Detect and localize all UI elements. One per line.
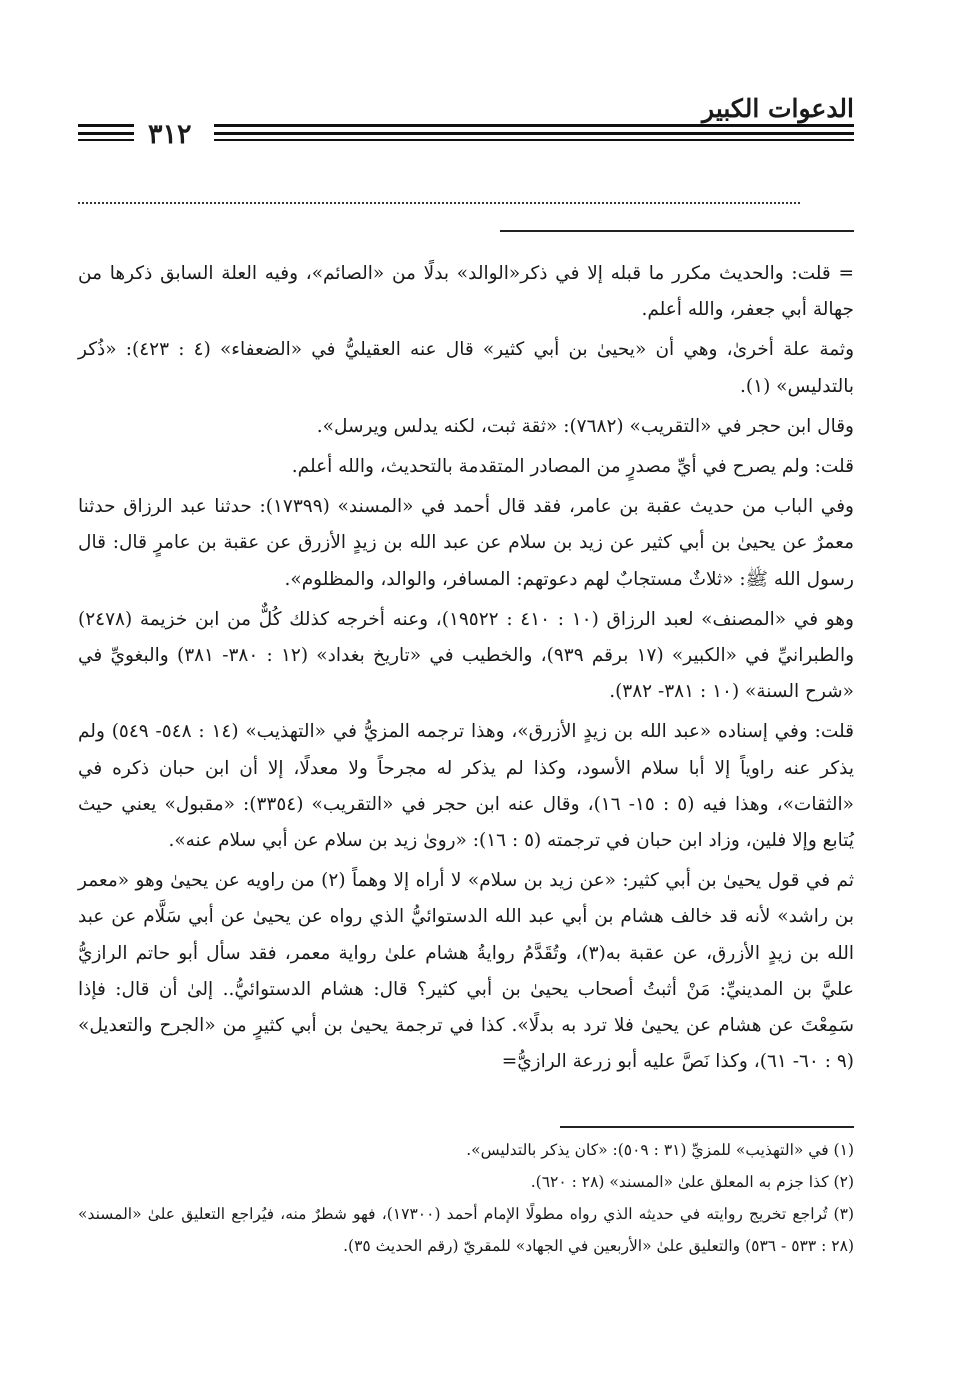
main-text bbox=[78, 256, 854, 1084]
footnote-rule bbox=[560, 1126, 854, 1128]
dotted-separator bbox=[78, 202, 800, 204]
page-header bbox=[78, 92, 854, 152]
paragraph: وهو في «المصنف» لعبد الرزاق (١٠ : ٤١٠ : ١٩٥٢٢)، وعنه أخرجه كذلك كُلٌّ من ابن خزيمة (٢٤٧٨) والطبرانيِّ في «الكبير» (١٧ برقم ٩٣٩)، والخطيب في «تاريخ بغداد» (١٢ : ٣٨٠- ٣٨١) والبغويِّ في «شرح السنة» (١٠ : ٣٨١- ٣٨٢). bbox=[78, 608, 855, 703]
paragraph: قلت: وفي إسناده «عبد الله بن زيدٍ الأزرق»، وهذا ترجمه المزيُّ في «التهذيب» (١٤ : ٥٤٨- ٥٤٩) ولم يذكر عنه راوياً إلا أبا سلام الأسود، وكذا لم يذكر له مجرحاً ولا معدلًا، إلا أن ابن حبان ذكره في «الثقات»، وهذا فيه (٥ : ١٥- ١٦)، وقال عنه ابن حجر في «التقريب» (٣٣٥٤): «مقبول» يعني حيث يُتابع وإلا فلين، وزاد ابن حبان في ترجمته (٥ : ١٦): «روىٰ زيد بن سلام عن أبي سلام عنه». bbox=[78, 721, 855, 852]
page-number: ٣١٢ bbox=[142, 120, 198, 150]
section-rule bbox=[500, 230, 854, 232]
paragraph: وثمة علة أخرىٰ، وهي أن «يحيىٰ بن أبي كثير» قال عنه العقيليُّ في «الضعفاء» (٤ : ٤٢٣): «ذُكر بالتدليس» (١). bbox=[78, 339, 855, 397]
paragraph: ثم في قول يحيىٰ بن أبي كثير: «عن زيد بن سلام» لا أراه إلا وهماً (٢) من راويه عن يحيىٰ وهو «معمر بن راشد» لأنه قد خالف هشام بن أبي عبد الله الدستوائيُّ الذي رواه عن يحيىٰ عن أبي سَلَّام عن عبد الله بن زيدٍ الأزرق، عن عقبة به(٣)، وتُقَدَّمُ روايةُ هشام علىٰ رواية معمر، فقد سأل أبو حاتم الرازيُّ عليَّ بن المدينيِّ: مَنْ أثبتُ أصحاب يحيىٰ بن أبي كثير؟ قال: هشام الدستوائيُّ.. إلىٰ أن قال: فإذا سَمِعْتَ عن هشام عن يحيىٰ فلا ترد به بدلًا». كذا في ترجمة يحيىٰ بن أبي كثيرٍ من «الجرح والتعديل» (٩ : ٦٠- ٦١)، وكذا نَصَّ عليه أبو زرعة الرازيُّ= bbox=[78, 870, 854, 1073]
paragraph: قلت: ولم يصرح في أيِّ مصدرٍ من المصادر المتقدمة بالتحديث، والله أعلم. bbox=[291, 456, 854, 478]
footnote: (١) في «التهذيب» للمزيِّ (٣١ : ٥٠٩): «كان يذكر بالتدليس». bbox=[466, 1141, 854, 1159]
book-title: الدعوات الكبير bbox=[702, 94, 854, 123]
paragraph: وفي الباب من حديث عقبة بن عامر، فقد قال أحمد في «المسند» (١٧٣٩٩): حدثنا عبد الرزاق حدثنا معمرٌ عن يحيىٰ بن أبي كثير عن زيد بن سلام عن عبد الله بن زيدٍ الأزرق عن عقبة بن عامرٍ قال: قال رسول الله ﷺ: «ثلاثٌ مستجابٌ لهم دعوتهم: المسافر، والوالد، والمظلوم». bbox=[78, 496, 854, 590]
footnote: (٢) كذا جزم به المعلق علىٰ «المسند» (٢٨ : ٦٢٠). bbox=[530, 1173, 854, 1191]
footnote: (٣) تُراجع تخريج روايته في حديثه الذي رواه مطولًا الإمام أحمد (١٧٣٠٠)، فهو شطرٌ منه، فيُراجع التعليق علىٰ «المسند» (٢٨ : ٥٣٣ - ٥٣٦) والتعليق علىٰ «الأربعين في الجهاد» للمقريّ (رقم الحديث ٣٥). bbox=[78, 1205, 854, 1255]
footnotes bbox=[78, 1134, 854, 1262]
paragraph: = قلت: والحديث مكرر ما قبله إلا في ذكر«الوالد» بدلًا من «الصائم»، وفيه العلة السابق ذكرها من جهالة أبي جعفر، والله أعلم. bbox=[78, 263, 854, 321]
paragraph: وقال ابن حجر في «التقريب» (٧٦٨٢): «ثقة ثبت، لكنه يدلس ويرسل». bbox=[316, 415, 854, 437]
